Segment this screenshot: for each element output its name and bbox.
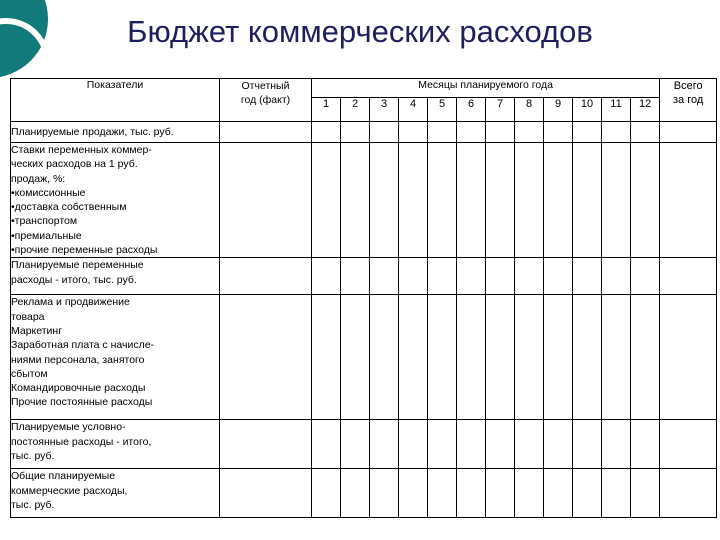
empty-cell[interactable] xyxy=(220,469,312,518)
empty-cell[interactable] xyxy=(602,143,631,258)
empty-cell[interactable] xyxy=(428,295,457,420)
empty-cell[interactable] xyxy=(370,420,399,469)
empty-cell[interactable] xyxy=(573,258,602,295)
month-header-3: 3 xyxy=(370,98,399,122)
empty-cell[interactable] xyxy=(631,295,660,420)
empty-cell[interactable] xyxy=(573,122,602,143)
empty-cell[interactable] xyxy=(573,469,602,518)
empty-cell[interactable] xyxy=(370,143,399,258)
empty-cell[interactable] xyxy=(341,143,370,258)
row-label: Ставки переменных коммер- ческих расходов на 1 руб. продаж, %: •комиссионные •доставка собственным •транспортом •премиальные •прочие переменные расходы xyxy=(11,143,220,258)
table-row xyxy=(11,122,717,143)
header-indicators: Показатели xyxy=(11,79,220,122)
month-header-12: 12 xyxy=(631,98,660,122)
empty-cell[interactable] xyxy=(602,420,631,469)
empty-cell[interactable] xyxy=(399,258,428,295)
empty-cell[interactable] xyxy=(486,122,515,143)
empty-cell[interactable] xyxy=(544,420,573,469)
empty-cell[interactable] xyxy=(399,469,428,518)
empty-cell[interactable] xyxy=(515,258,544,295)
empty-cell[interactable] xyxy=(312,420,341,469)
month-header-7: 7 xyxy=(486,98,515,122)
empty-cell[interactable] xyxy=(486,420,515,469)
header-reporting-year: Отчетный год (факт) xyxy=(220,79,312,122)
empty-cell[interactable] xyxy=(486,295,515,420)
empty-cell[interactable] xyxy=(428,122,457,143)
empty-cell[interactable] xyxy=(399,295,428,420)
empty-cell[interactable] xyxy=(220,122,312,143)
empty-cell[interactable] xyxy=(312,122,341,143)
empty-cell[interactable] xyxy=(312,295,341,420)
month-header-10: 10 xyxy=(573,98,602,122)
empty-cell[interactable] xyxy=(544,143,573,258)
empty-cell[interactable] xyxy=(486,469,515,518)
empty-cell[interactable] xyxy=(312,258,341,295)
row-label: Реклама и продвижение товара Маркетинг Заработная плата с начисле- ниями персонала, занятого сбытом Командировочные расходы Прочие постоянные расходы xyxy=(11,295,220,420)
empty-cell[interactable] xyxy=(660,258,717,295)
empty-cell[interactable] xyxy=(341,295,370,420)
empty-cell[interactable] xyxy=(220,420,312,469)
empty-cell[interactable] xyxy=(457,469,486,518)
empty-cell[interactable] xyxy=(457,143,486,258)
empty-cell[interactable] xyxy=(370,295,399,420)
empty-cell[interactable] xyxy=(220,295,312,420)
empty-cell[interactable] xyxy=(515,420,544,469)
empty-cell[interactable] xyxy=(457,122,486,143)
empty-cell[interactable] xyxy=(220,258,312,295)
empty-cell[interactable] xyxy=(602,122,631,143)
month-header-4: 4 xyxy=(399,98,428,122)
empty-cell[interactable] xyxy=(312,469,341,518)
empty-cell[interactable] xyxy=(631,143,660,258)
empty-cell[interactable] xyxy=(515,295,544,420)
empty-cell[interactable] xyxy=(341,420,370,469)
empty-cell[interactable] xyxy=(660,295,717,420)
empty-cell[interactable] xyxy=(631,469,660,518)
empty-cell[interactable] xyxy=(457,258,486,295)
table-row xyxy=(11,258,717,295)
empty-cell[interactable] xyxy=(312,143,341,258)
empty-cell[interactable] xyxy=(370,469,399,518)
table-row xyxy=(11,143,717,258)
empty-cell[interactable] xyxy=(631,420,660,469)
empty-cell[interactable] xyxy=(515,143,544,258)
empty-cell[interactable] xyxy=(457,295,486,420)
row-label: Общие планируемые коммерческие расходы, тыс. руб. xyxy=(11,469,220,518)
row-label: Планируемые продажи, тыс. руб. xyxy=(11,122,220,143)
empty-cell[interactable] xyxy=(515,469,544,518)
empty-cell[interactable] xyxy=(544,469,573,518)
empty-cell[interactable] xyxy=(631,258,660,295)
empty-cell[interactable] xyxy=(486,258,515,295)
table-row xyxy=(11,420,717,469)
empty-cell[interactable] xyxy=(428,420,457,469)
month-header-9: 9 xyxy=(544,98,573,122)
empty-cell[interactable] xyxy=(573,295,602,420)
empty-cell[interactable] xyxy=(515,122,544,143)
row-label: Планируемые условно- постоянные расходы - итого, тыс. руб. xyxy=(11,420,220,469)
empty-cell[interactable] xyxy=(544,258,573,295)
month-header-11: 11 xyxy=(602,98,631,122)
empty-cell[interactable] xyxy=(341,469,370,518)
empty-cell[interactable] xyxy=(428,143,457,258)
empty-cell[interactable] xyxy=(220,143,312,258)
empty-cell[interactable] xyxy=(602,469,631,518)
empty-cell[interactable] xyxy=(399,122,428,143)
empty-cell[interactable] xyxy=(573,143,602,258)
empty-cell[interactable] xyxy=(602,295,631,420)
empty-cell[interactable] xyxy=(486,143,515,258)
header-months-label: Месяцы планируемого года xyxy=(312,79,660,98)
empty-cell[interactable] xyxy=(399,143,428,258)
empty-cell[interactable] xyxy=(341,122,370,143)
empty-cell[interactable] xyxy=(602,258,631,295)
empty-cell[interactable] xyxy=(573,420,602,469)
empty-cell[interactable] xyxy=(399,420,428,469)
empty-cell[interactable] xyxy=(544,122,573,143)
month-header-1: 1 xyxy=(312,98,341,122)
month-header-2: 2 xyxy=(341,98,370,122)
empty-cell[interactable] xyxy=(660,122,717,143)
empty-cell[interactable] xyxy=(660,143,717,258)
empty-cell[interactable] xyxy=(544,295,573,420)
empty-cell[interactable] xyxy=(631,122,660,143)
empty-cell[interactable] xyxy=(370,122,399,143)
empty-cell[interactable] xyxy=(428,469,457,518)
empty-cell[interactable] xyxy=(428,258,457,295)
month-header-8: 8 xyxy=(515,98,544,122)
month-header-5: 5 xyxy=(428,98,457,122)
month-header-6: 6 xyxy=(457,98,486,122)
header-total-year: Всего за год xyxy=(660,79,717,122)
empty-cell[interactable] xyxy=(370,258,399,295)
table-row xyxy=(11,469,717,518)
row-label: Планируемые переменные расходы - итого, тыс. руб. xyxy=(11,258,220,295)
empty-cell[interactable] xyxy=(341,258,370,295)
empty-cell[interactable] xyxy=(457,420,486,469)
empty-cell[interactable] xyxy=(660,420,717,469)
table-row xyxy=(11,295,717,420)
empty-cell[interactable] xyxy=(660,469,717,518)
page-title: Бюджет коммерческих расходов xyxy=(127,14,593,49)
budget-table xyxy=(10,78,717,518)
